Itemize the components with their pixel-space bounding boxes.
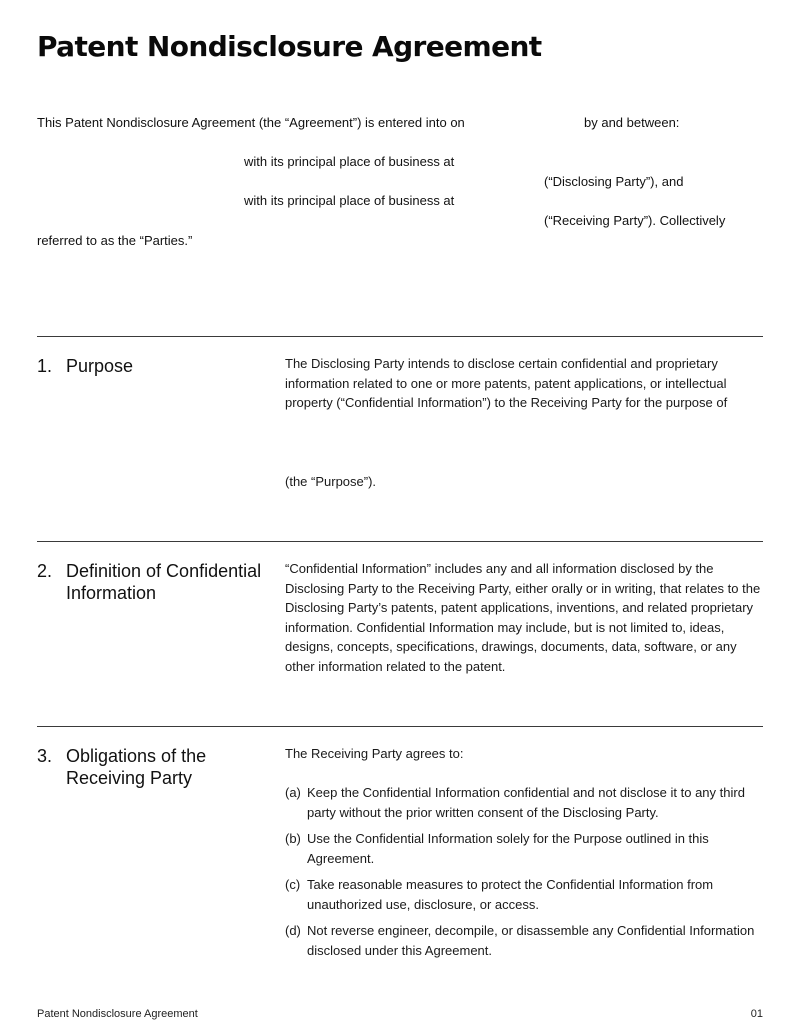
list-item-label: (b) — [285, 831, 301, 846]
intro-line-1: This Patent Nondisclosure Agreement (the “Agreement”) is entered into on — [37, 115, 465, 130]
section-number: 1. — [37, 356, 53, 376]
intro-receiving-party-label: (“Receiving Party”). Collectively — [544, 213, 726, 228]
intro-principal-place-1: with its principal place of business at — [244, 154, 455, 169]
section-number: 2. — [37, 561, 53, 581]
page-title: Patent Nondisclosure Agreement — [37, 30, 542, 63]
list-item — [285, 875, 763, 914]
list-item-text: Take reasonable measures to protect the Confidential Information from unauthorized use, disclosure, or access. — [307, 877, 714, 912]
purpose-line-1: The Disclosing Party intends to disclose certain confidential and proprietary — [285, 356, 718, 371]
purpose-line-2: information related to one or more patents, patent applications, or intellectual — [285, 375, 727, 391]
section-title-obligations: Obligations of the Receiving Party — [66, 746, 207, 788]
section-title-definition: Definition of Confidential Information — [66, 561, 262, 603]
list-item — [285, 783, 763, 822]
list-item — [285, 829, 763, 868]
intro-by-and-between: by and between: — [584, 115, 680, 130]
section-divider — [37, 541, 763, 542]
footer-document-name: Patent Nondisclosure Agreement — [37, 1008, 198, 1020]
intro-parties-reference: referred to as the “Parties.” — [37, 233, 193, 248]
intro-principal-place-2: with its principal place of business at — [244, 193, 455, 208]
footer-page-number: 01 — [750, 1008, 763, 1020]
list-item-label: (d) — [285, 923, 301, 938]
section-number: 3. — [37, 746, 53, 766]
section-divider — [37, 336, 763, 337]
section-divider — [37, 726, 763, 727]
list-item-text: Keep the Confidential Information confidential and not disclose it to any third party without the prior written consent of the Disclosing Party. — [307, 785, 745, 820]
list-item-label: (a) — [285, 785, 301, 800]
purpose-line-3: property (“Confidential Information”) to the Receiving Party for the purpose of — [285, 395, 728, 411]
list-item-label: (c) — [285, 877, 301, 892]
intro-disclosing-party-label: (“Disclosing Party”), and — [544, 174, 684, 189]
list-item-text: Use the Confidential Information solely for the Purpose outlined in this Agreement. — [307, 831, 709, 866]
section-obligations-intro: The Receiving Party agrees to: — [285, 746, 464, 761]
list-item — [285, 921, 763, 960]
list-item-text: Not reverse engineer, decompile, or disassemble any Confidential Information disclosed under this Agreement. — [307, 923, 755, 958]
section-definition-body: “Confidential Information” includes any and all information disclosed by the Disclosing Party to the Receiving Party, either orally or in writing, that relates to the Disclosing Party’s patents, patent applications, inventions, and related proprietary information. Confidential Information may include, but is not limited to, ideas, designs, concepts, specifications, drawings, documents, data, software, or any other information related to the patent. — [285, 561, 761, 674]
purpose-closing: (the “Purpose”). — [285, 474, 377, 489]
section-purpose-body — [285, 354, 763, 413]
section-title-purpose: Purpose — [66, 356, 134, 376]
